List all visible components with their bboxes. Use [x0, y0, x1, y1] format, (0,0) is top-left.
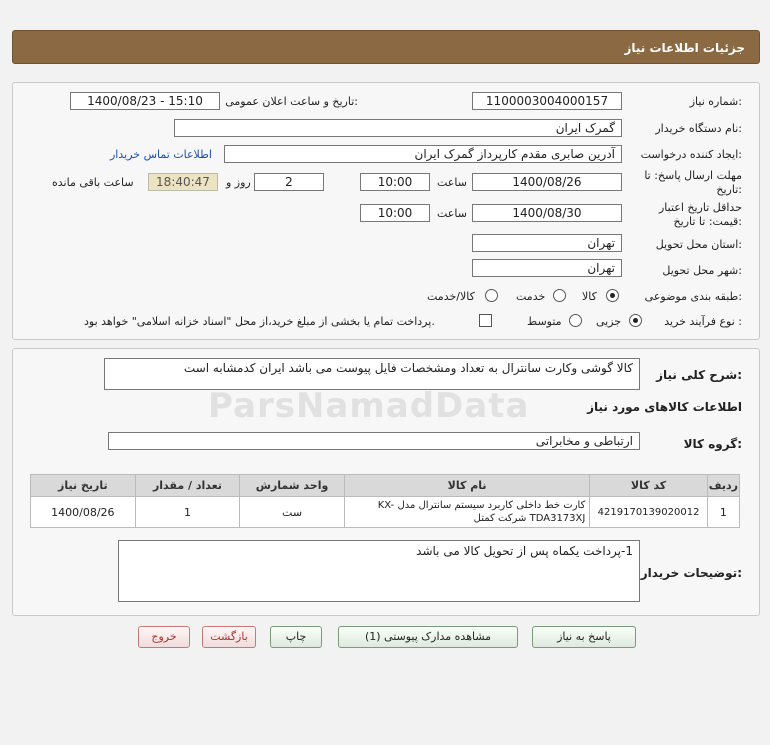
need-number-label: شماره نیاز: — [689, 95, 742, 108]
category-option-service: خدمت — [516, 290, 546, 303]
summary-label: شرح کلی نیاز: — [656, 368, 742, 382]
deadline-time-label: ساعت — [437, 176, 467, 189]
items-table-header — [31, 475, 740, 497]
category-option-goods: کالا — [582, 290, 597, 303]
cell-row: 1 — [707, 497, 739, 528]
remaining-time-label: ساعت باقی مانده — [52, 176, 134, 189]
deadline-label-line2: تاریخ: — [716, 183, 742, 196]
watermark-text: ParsNamadData — [208, 386, 530, 426]
validity-time-label: ساعت — [437, 207, 467, 220]
col-code: کد کالا — [590, 475, 707, 497]
items-table — [30, 474, 740, 528]
validity-label-line2: قیمت: تا تاریخ: — [673, 215, 742, 228]
treasury-payment-note: پرداخت تمام یا بخشی از مبلغ خرید،از محل "اسناد خزانه اسلامی" خواهد بود. — [84, 315, 435, 328]
buyer-contact-link[interactable]: اطلاعات تماس خریدار — [110, 148, 212, 161]
validity-date-field[interactable]: 1400/08/30 — [472, 204, 622, 222]
buyer-notes-label: توضیحات خریدار: — [640, 566, 742, 580]
col-unit: واحد شمارش — [240, 475, 345, 497]
deadline-date-field[interactable]: 1400/08/26 — [472, 173, 622, 191]
col-date: تاریخ نیاز — [31, 475, 136, 497]
announce-datetime-label: تاریخ و ساعت اعلان عمومی: — [225, 95, 358, 108]
city-label: شهر محل تحویل: — [662, 264, 742, 277]
col-qty: تعداد / مقدار — [135, 475, 240, 497]
province-label: استان محل تحویل: — [655, 238, 742, 251]
attachments-button[interactable]: مشاهده مدارک پیوستی (1) — [338, 626, 518, 648]
table-row — [31, 497, 740, 528]
buyer-notes-box: 1-پرداخت یکماه پس از تحویل کالا می باشد — [118, 540, 640, 602]
remaining-time-timer: 18:40:47 — [148, 173, 218, 191]
goods-group-field: ارتباطی و مخابراتی — [108, 432, 640, 450]
validity-label-line1: حداقل تاریخ اعتبار — [658, 201, 742, 214]
reply-button[interactable]: پاسخ به نیاز — [532, 626, 636, 648]
category-radio-service[interactable] — [553, 289, 566, 302]
page-title: جزئیات اطلاعات نیاز — [624, 41, 745, 55]
category-label: طبقه بندی موضوعی: — [644, 290, 742, 303]
days-field[interactable]: 2 — [254, 173, 324, 191]
back-button[interactable]: بازگشت — [202, 626, 256, 648]
creator-field[interactable]: آدرین صابری مقدم کارپرداز گمرک ایران — [224, 145, 622, 163]
process-option-minor: جزیی — [596, 315, 622, 328]
process-radio-minor[interactable] — [629, 314, 642, 327]
process-type-label: نوع فرآیند خرید : — [664, 315, 742, 328]
process-option-medium: متوسط — [527, 315, 562, 328]
deadline-label-line1: مهلت ارسال پاسخ: تا — [644, 169, 742, 182]
goods-group-label: گروه کالا: — [683, 437, 742, 451]
col-name: نام کالا — [344, 475, 590, 497]
cell-unit: ست — [240, 497, 345, 528]
city-field[interactable]: تهران — [472, 259, 622, 277]
buyer-org-label: نام دستگاه خریدار: — [655, 122, 742, 135]
treasury-payment-checkbox[interactable] — [479, 314, 492, 327]
exit-button[interactable]: خروج — [138, 626, 190, 648]
buyer-org-field[interactable]: گمرک ایران — [174, 119, 622, 137]
cell-qty: 1 — [135, 497, 240, 528]
announce-datetime-field[interactable]: 1400/08/23 - 15:10 — [70, 92, 220, 110]
col-row: ردیف — [707, 475, 739, 497]
deadline-time-field[interactable]: 10:00 — [360, 173, 430, 191]
category-radio-goods-service[interactable] — [485, 289, 498, 302]
validity-time-field[interactable]: 10:00 — [360, 204, 430, 222]
cell-date: 1400/08/26 — [31, 497, 136, 528]
items-section-title: اطلاعات کالاهای مورد نیاز — [587, 400, 742, 414]
summary-box: کالا گوشی وکارت سانترال به تعداد ومشخصات فایل پیوست می باشد ایران کدمشابه است — [104, 358, 640, 390]
page-header — [12, 30, 760, 64]
cell-name: کارت خط داخلی کاربرد سیستم سانترال مدل KX-TDA3173XJ شرکت کمتل — [344, 497, 590, 528]
days-label: روز و — [226, 176, 251, 189]
cell-code: 4219170139020012 — [590, 497, 707, 528]
category-option-goods-service: کالا/خدمت — [427, 290, 475, 303]
process-radio-medium[interactable] — [569, 314, 582, 327]
province-field[interactable]: تهران — [472, 234, 622, 252]
category-radio-goods[interactable] — [606, 289, 619, 302]
creator-label: ایجاد کننده درخواست: — [640, 148, 742, 161]
print-button[interactable]: چاپ — [270, 626, 322, 648]
need-number-field[interactable]: 1100003004000157 — [472, 92, 622, 110]
